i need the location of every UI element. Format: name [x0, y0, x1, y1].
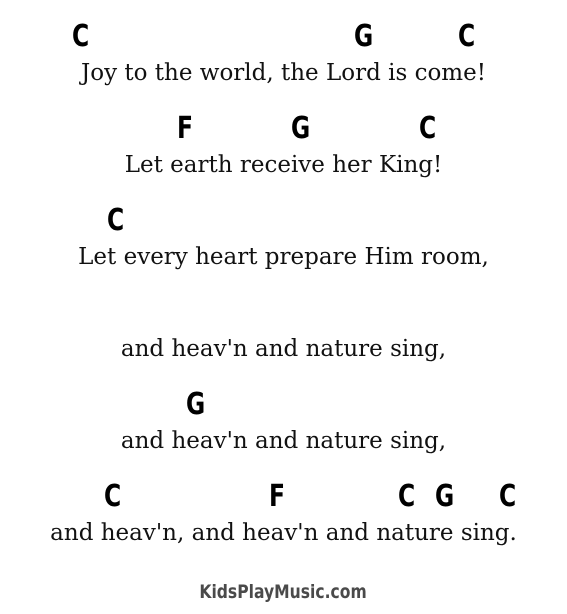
chord-symbol: C	[107, 203, 125, 238]
chord-symbol: G	[291, 111, 311, 146]
chord-row-2	[0, 110, 567, 150]
chord-symbol: C	[458, 19, 476, 54]
lyric-line-2: Let earth receive her King!	[124, 152, 443, 178]
song-line-6	[0, 478, 567, 570]
chord-symbol: C	[419, 111, 437, 146]
lyric-line-5: and heav'n and nature sing,	[120, 428, 447, 454]
lyric-line-6: and heav'n, and heav'n and nature sing.	[50, 520, 517, 546]
chord-row-5	[0, 386, 567, 426]
song-line-3	[0, 202, 567, 294]
song-line-5	[0, 386, 567, 478]
chord-row-4	[0, 294, 567, 334]
lyric-line-1: Joy to the world, the Lord is come!	[81, 60, 486, 86]
chord-symbol: F	[269, 479, 285, 514]
chord-symbol: G	[186, 387, 206, 422]
chord-symbol: C	[72, 19, 90, 54]
chord-symbol: F	[177, 111, 193, 146]
site-credit-text: KidsPlayMusic.com	[199, 581, 368, 603]
lyric-line-3: Let every heart prepare Him room,	[78, 244, 489, 270]
song-line-1	[0, 18, 567, 110]
chord-symbol: C	[398, 479, 416, 514]
chord-symbol: G	[354, 19, 374, 54]
chord-symbol: C	[104, 479, 122, 514]
chord-row-3	[0, 202, 567, 242]
site-credit	[0, 578, 567, 606]
chord-symbol: G	[435, 479, 455, 514]
chord-row-6	[0, 478, 567, 518]
song-line-4	[0, 294, 567, 386]
lyric-line-4: and heav'n and nature sing,	[120, 336, 447, 362]
chord-row-1	[0, 18, 567, 58]
song-line-2	[0, 110, 567, 202]
chord-symbol: C	[499, 479, 517, 514]
